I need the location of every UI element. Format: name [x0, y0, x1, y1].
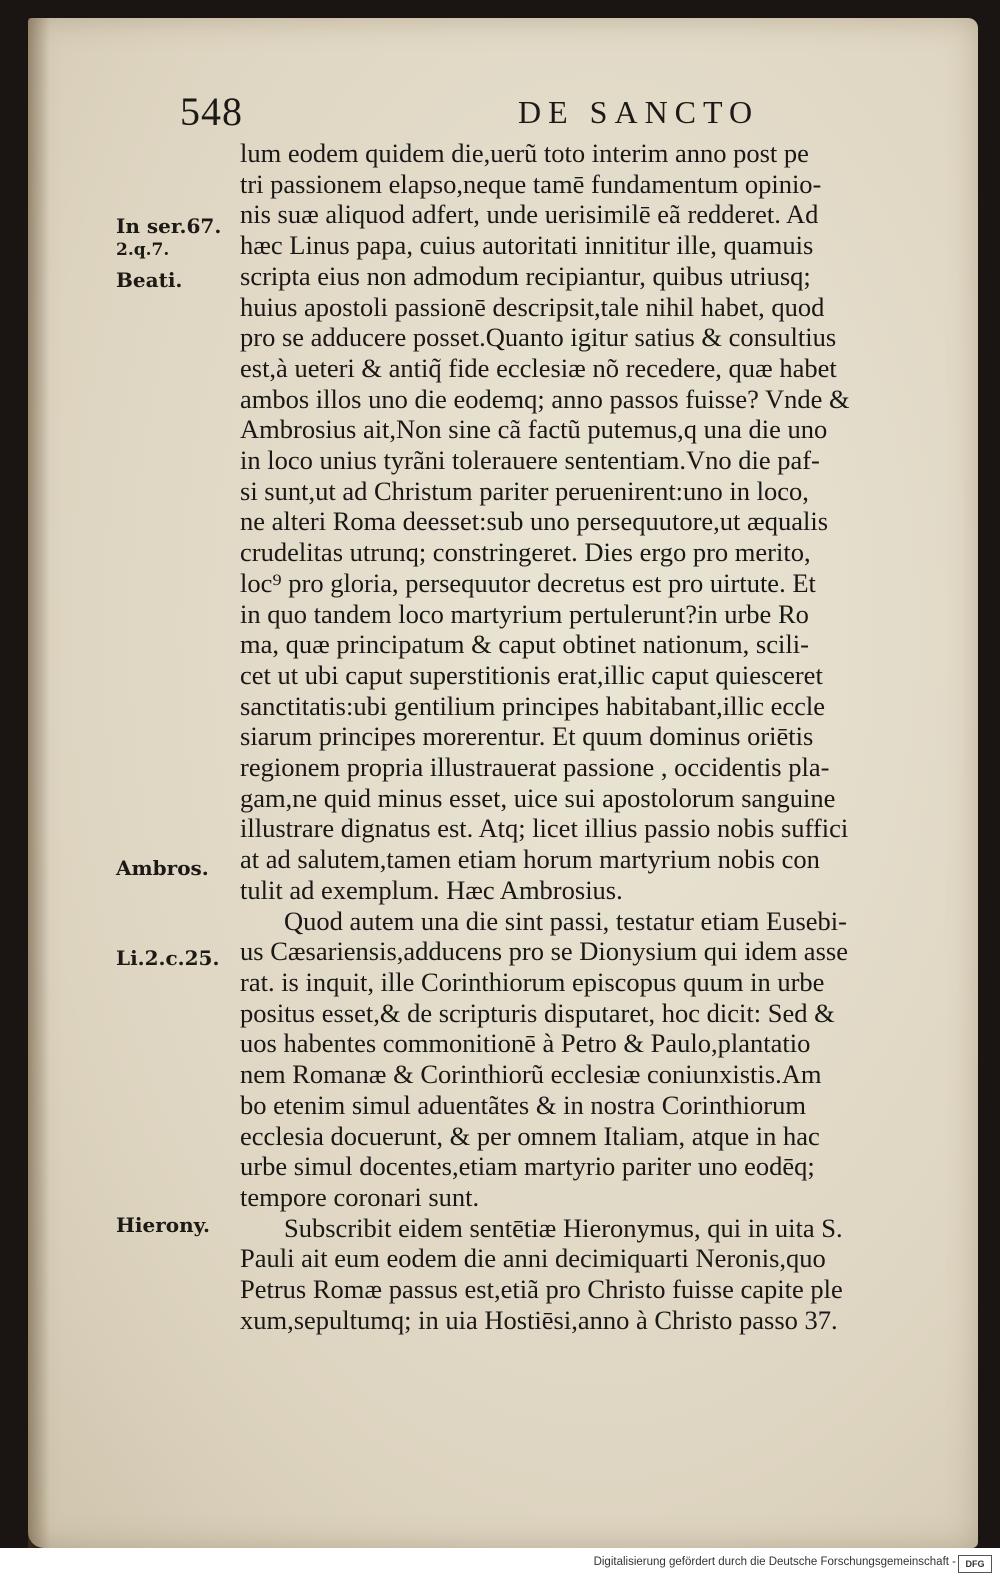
- text-line: ambos illos uno die eodemq; anno passos fuisse? Vnde &: [240, 383, 850, 414]
- text-line: ecclesia docuerunt, & per omnem Italiam, atque in hac: [240, 1120, 820, 1151]
- text-line: in loco unius tyrãni tolerauere sententiam.Vno die paf-: [240, 445, 820, 476]
- text-line: in quo tandem loco martyrium pertulerunt?in urbe Ro: [240, 598, 809, 629]
- text-line: siarum principes morerentur. Et quum dominus oriētis: [240, 721, 814, 752]
- page-number: 548: [180, 89, 243, 134]
- text-line: Pauli ait eum eodem die anni decimiquarti Neronis,quo: [240, 1243, 826, 1274]
- text-line: crudelitas utrunq; constringeret. Dies ergo pro merito,: [240, 537, 811, 568]
- dfg-logo-icon: DFG: [958, 1555, 992, 1573]
- text-line: us Cæsariensis,adducens pro se Dionysium qui idem asse: [240, 936, 848, 967]
- text-line: si sunt,ut ad Christum pariter peruenirent:uno in loco,: [240, 475, 809, 506]
- text-line: lum eodem quidem die,uerũ toto interim anno post pe: [240, 138, 809, 168]
- text-line: tempore coronari sunt.: [240, 1181, 480, 1212]
- text-line: nis suæ aliquod adfert, unde uerisimilē eã redderet. Ad: [240, 199, 819, 230]
- text-line: xum,sepultumq; in uia Hostiēsi,anno à Christo passo 37.: [240, 1304, 838, 1335]
- running-head: DE SANCTO: [518, 94, 760, 130]
- text-line: hæc Linus papa, cuius autoritati innititur ille, quamuis: [240, 230, 814, 261]
- text-line: est,à ueteri & antiq̃ fide ecclesiæ nõ recedere, quæ habet: [240, 352, 837, 383]
- margin-note: Beati.: [116, 268, 183, 292]
- margin-note: Ambros.: [116, 856, 209, 880]
- text-line: tri passionem elapso,neque tamē fundamentum opinio-: [240, 168, 822, 199]
- text-line: ne alteri Roma deesset:sub uno persequutore,ut æqualis: [240, 506, 829, 537]
- text-line: huius apostoli passionē descripsit,tale nihil habet, quod: [240, 291, 825, 322]
- text-line: regionem propria illustrauerat passione , occidentis pla-: [240, 752, 830, 783]
- body-text: [240, 138, 960, 1335]
- text-line: sanctitatis:ubi gentilium principes habitabant,illic eccle: [240, 690, 826, 721]
- margin-note: 2.q.7.: [116, 240, 170, 260]
- digitization-footer: [0, 1548, 1000, 1579]
- text-line: gam,ne quid minus esset, uice sui apostolorum sanguine: [240, 782, 836, 813]
- text-line: nem Romanæ & Corinthiorũ ecclesiæ coniunxistis.Am: [240, 1059, 822, 1090]
- text-line: bo etenim simul aduentãtes & in nostra Corinthiorum: [240, 1089, 806, 1120]
- footer-credit: Digitalisierung gefördert durch die Deutsche Forschungsgemeinschaft -: [593, 1556, 956, 1568]
- text-line: scripta eius non admodum recipiantur, quibus utriusq;: [240, 260, 811, 291]
- margin-note: Hierony.: [116, 1213, 210, 1237]
- text-line: urbe simul docentes,etiam martyrio pariter uno eodēq;: [240, 1151, 815, 1182]
- text-line: cet ut ubi caput superstitionis erat,illic caput quiesceret: [240, 659, 823, 690]
- text-line: Quod autem una die sint passi, testatur etiam Eusebi-: [284, 905, 847, 936]
- text-line: Subscribit eidem sentētiæ Hieronymus, qui in uita S.: [284, 1212, 843, 1243]
- margin-note: Li.2.c.25.: [116, 946, 220, 970]
- book-page: [28, 18, 978, 1548]
- text-line: illustrare dignatus est. Atq; licet illius passio nobis suffici: [240, 813, 849, 844]
- text-line: at ad salutem,tamen etiam horum martyrium nobis con: [240, 844, 820, 875]
- text-line: ma, quæ principatum & caput obtinet nationum, scili-: [240, 629, 809, 660]
- margin-note: In ser.67.: [116, 214, 222, 238]
- text-line: Ambrosius ait,Non sine cã factũ putemus,q una die uno: [240, 414, 828, 445]
- text-line: uos habentes commonitionē à Petro & Paulo,plantatio: [240, 1028, 811, 1059]
- page-header: [28, 88, 978, 138]
- text-line: rat. is inquit, ille Corinthiorum episcopus quum in urbe: [240, 966, 825, 997]
- text-line: pro se adducere posset.Quanto igitur satius & consultius: [240, 322, 837, 353]
- text-line: positus esset,& de scripturis disputaret, hoc dicit: Sed &: [240, 997, 835, 1028]
- text-line: Petrus Romæ passus est,etiã pro Christo fuisse capite ple: [240, 1274, 843, 1305]
- text-line: loc⁹ pro gloria, persequutor decretus est pro uirtute. Et: [240, 567, 816, 598]
- text-line: tulit ad exemplum. Hæc Ambrosius.: [240, 874, 623, 905]
